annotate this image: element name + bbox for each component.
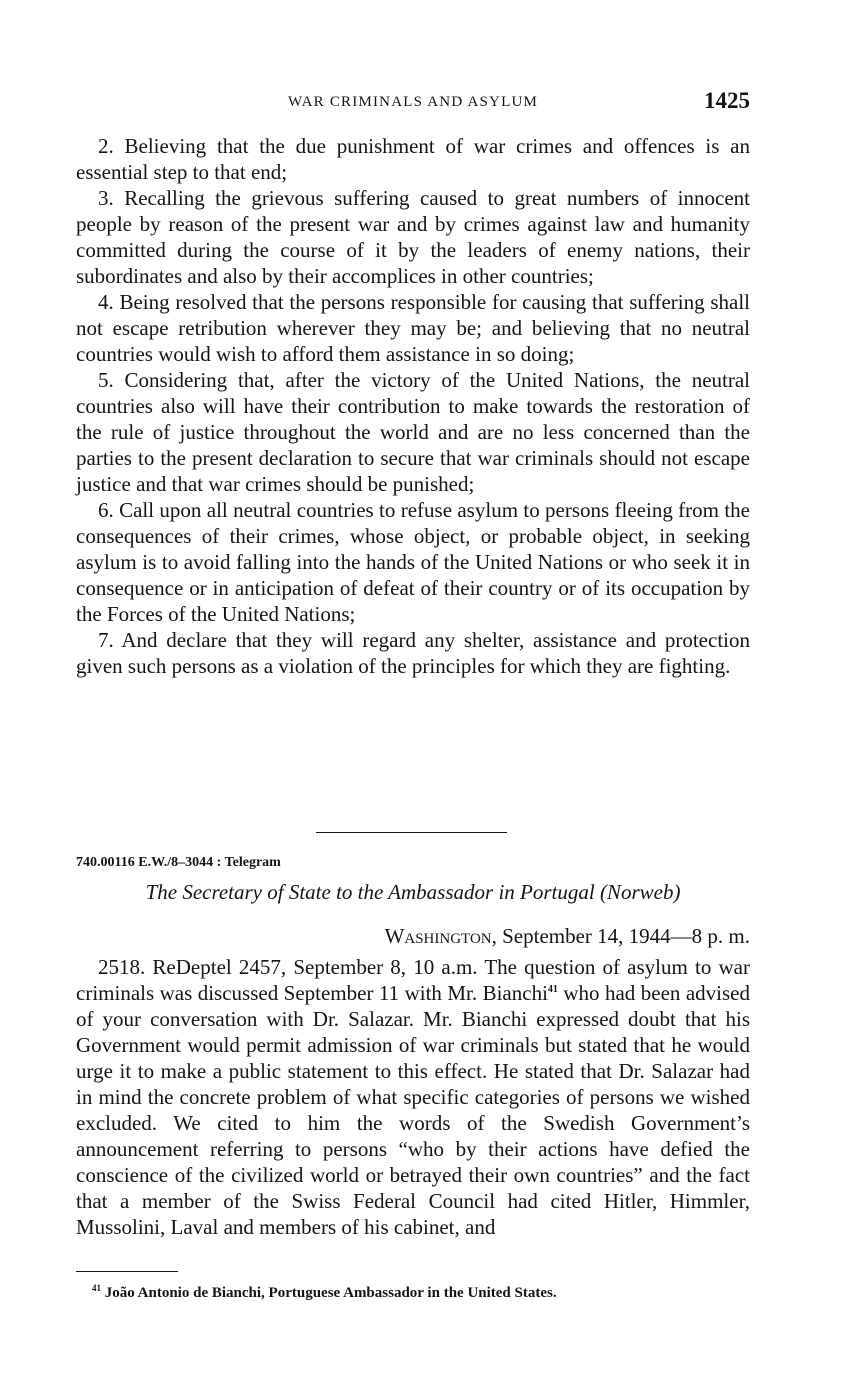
telegram-text-part1: 2518. ReDeptel 2457, September 8, 10 a.m. The question of asylum to war criminals was discussed September 11 with Mr. Bianchi [76, 955, 750, 1005]
document-title: The Secretary of State to the Ambassador in Portugal (Norweb) [145, 880, 681, 904]
telegram-text-part2: who had been advised of your conversation with Dr. Salazar. Mr. Bianchi expressed doubt that his Government would permit admission of war criminals but stated that he would urge it to make a public statement to this effect. He stated that Dr. Salazar had in mind the concrete problem of what specific categories of persons we wished excluded. We cited to him the words of the Swedish Government’s announcement referring to persons “who by their actions have defied the conscience of the civilized world or betrayed their own countries” and the fact that a member of the Swiss Federal Council had cited Hitler, Himmler, Mussolini, Laval and members of his cabinet, and [76, 981, 750, 1239]
footnote-text: João Antonio de Bianchi, Portuguese Ambassador in the United States. [101, 1285, 557, 1301]
dateline [385, 924, 750, 949]
page-number: 1425 [704, 88, 750, 113]
telegram-body [76, 954, 750, 1240]
footnote-marker: 41 [92, 1283, 101, 1293]
footnote-reference: 41 [547, 984, 558, 995]
declaration-paragraph-7: 7. And declare that they will regard any shelter, assistance and protection given such persons as a violation of the principles for which they are fighting. [76, 628, 750, 678]
declaration-paragraph-3: 3. Recalling the grievous suffering caused to great numbers of innocent people by reason of the present war and by crimes against law and humanity committed during the course of it by the leaders of enemy nations, their subordinates and also by their accomplices in other countries; [76, 186, 750, 288]
declaration-paragraph-4: 4. Being resolved that the persons responsible for causing that suffering shall not escape retribution wherever they may be; and believing that no neutral countries would wish to afford them assistance in so doing; [76, 290, 750, 366]
declaration-paragraph-5: 5. Considering that, after the victory of the United Nations, the neutral countries also will have their contribution to make towards the restoration of the rule of justice throughout the world and are no less concerned than the parties to the present declaration to secure that war criminals should not escape justice and that war crimes should be punished; [76, 368, 750, 496]
declaration-paragraph-2: 2. Believing that the due punishment of war crimes and offences is an essential step to that end; [76, 134, 750, 184]
running-head [76, 88, 750, 118]
running-title: WAR CRIMINALS AND ASYLUM [287, 94, 539, 110]
file-reference: 740.00116 E.W./8–3044 : Telegram [76, 855, 281, 870]
declaration-paragraph-6: 6. Call upon all neutral countries to refuse asylum to persons fleeing from the consequences of their crimes, whose object, or probable object, in seeking asylum is to avoid falling into the hands of the United Nations or who seek it in consequence or in anticipation of defeat of their country or of its occupation by the Forces of the United Nations; [76, 498, 750, 626]
footnote [92, 1282, 750, 1304]
declaration-text [76, 133, 750, 679]
dateline-place: Washington [384, 924, 492, 948]
dateline-date: , September 14, 1944—8 p. m. [491, 924, 750, 948]
section-divider [316, 832, 507, 833]
telegram-paragraph [76, 954, 750, 1240]
footnote-rule [76, 1271, 178, 1272]
